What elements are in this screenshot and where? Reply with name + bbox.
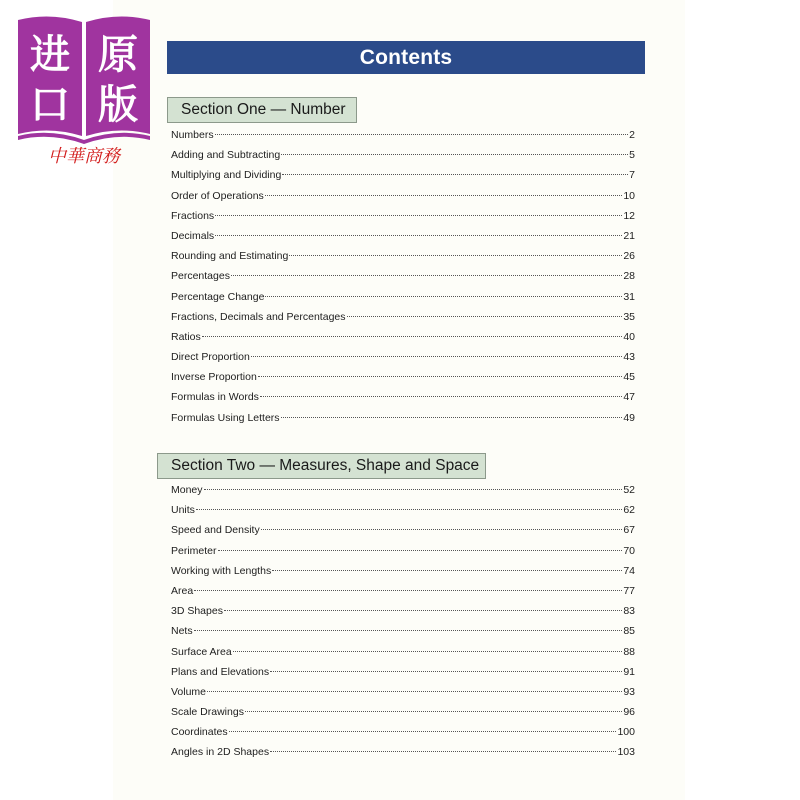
section-heading-text: Section One — Number	[181, 101, 346, 118]
toc-entry-page: 83	[623, 605, 635, 618]
dot-leader	[260, 395, 622, 397]
toc-entry-label: Fractions, Decimals and Percentages	[171, 310, 346, 323]
toc-entry[interactable]	[171, 391, 635, 411]
toc-entry-label: Order of Operations	[171, 189, 264, 202]
toc-entry-page: 85	[623, 625, 635, 638]
toc-entry[interactable]	[171, 371, 635, 391]
toc-entry[interactable]	[171, 250, 635, 270]
toc-entry-label: Adding and Subtracting	[171, 149, 281, 162]
toc-entry-page: 47	[623, 391, 635, 404]
section-two-entries	[171, 484, 635, 767]
toc-entry-label: Surface Area	[171, 645, 232, 658]
toc-entry-label: Direct Proportion	[171, 351, 250, 364]
toc-entry-page: 28	[623, 270, 635, 283]
toc-entry-page: 21	[623, 229, 635, 242]
toc-entry[interactable]	[171, 545, 635, 565]
toc-entry-page: 100	[617, 726, 635, 739]
dot-leader	[215, 214, 622, 216]
toc-entry-page: 93	[623, 685, 635, 698]
toc-entry[interactable]	[171, 706, 635, 726]
dot-leader	[282, 173, 628, 175]
toc-entry[interactable]	[171, 210, 635, 230]
toc-entry[interactable]	[171, 311, 635, 331]
toc-entry-page: 49	[623, 411, 635, 424]
logo-char-3: 口	[30, 82, 70, 128]
toc-entry[interactable]	[171, 666, 635, 686]
dot-leader	[207, 690, 622, 692]
toc-entry[interactable]	[171, 726, 635, 746]
toc-entry-label: Formulas in Words	[171, 391, 259, 404]
dot-leader	[196, 508, 622, 510]
toc-entry-page: 77	[623, 584, 635, 597]
contents-title-bar	[167, 41, 645, 74]
toc-entry[interactable]	[171, 190, 635, 210]
toc-entry[interactable]	[171, 129, 635, 149]
dot-leader	[229, 730, 617, 732]
page-title: Contents	[359, 45, 453, 69]
dot-leader	[270, 670, 622, 672]
toc-entry-page: 52	[623, 484, 635, 496]
toc-entry[interactable]	[171, 646, 635, 666]
toc-entry-page: 96	[623, 706, 635, 719]
toc-entry-page: 7	[629, 169, 635, 182]
dot-leader	[281, 153, 628, 155]
dot-leader	[281, 416, 623, 418]
toc-entry-label: Percentage Change	[171, 290, 265, 303]
dot-leader	[258, 375, 623, 377]
dot-leader	[265, 194, 623, 196]
toc-entry-page: 91	[623, 665, 635, 678]
toc-entry[interactable]	[171, 625, 635, 645]
dot-leader	[270, 750, 616, 752]
dot-leader	[251, 355, 623, 357]
toc-entry-label: Speed and Density	[171, 524, 260, 537]
dot-leader	[272, 569, 622, 571]
toc-entry-label: Scale Drawings	[171, 706, 244, 719]
toc-entry[interactable]	[171, 149, 635, 169]
logo-char-2: 原	[98, 32, 138, 78]
dot-leader	[224, 609, 622, 611]
toc-entry-page: 43	[623, 351, 635, 364]
toc-entry-label: Volume	[171, 685, 207, 698]
toc-entry-label: Multiplying and Dividing	[171, 169, 282, 182]
dot-leader	[215, 234, 622, 236]
toc-entry-label: Nets	[171, 625, 193, 638]
toc-entry-label: Fractions	[171, 209, 215, 222]
toc-entry-page: 26	[623, 250, 635, 263]
dot-leader	[347, 315, 623, 317]
dot-leader	[215, 133, 629, 135]
toc-entry-label: Inverse Proportion	[171, 371, 257, 384]
logo-char-1: 进	[30, 32, 70, 78]
dot-leader	[204, 488, 623, 490]
toc-entry[interactable]	[171, 524, 635, 544]
toc-entry-page: 67	[623, 524, 635, 537]
toc-entry-label: Percentages	[171, 270, 230, 283]
toc-entry-label: Money	[171, 484, 203, 496]
dot-leader	[245, 710, 622, 712]
toc-entry-label: Ratios	[171, 330, 201, 343]
dot-leader	[194, 589, 622, 591]
toc-entry-page: 70	[623, 544, 635, 557]
dot-leader	[289, 254, 622, 256]
section-heading-text: Section Two — Measures, Shape and Space	[171, 457, 480, 474]
dot-leader	[261, 528, 623, 530]
section-two-heading	[157, 453, 486, 479]
dot-leader	[218, 549, 623, 551]
toc-entry-label: Units	[171, 504, 195, 517]
dot-leader	[231, 274, 622, 276]
toc-entry-label: Plans and Elevations	[171, 665, 270, 678]
toc-entry-page: 12	[623, 209, 635, 222]
logo-subtitle: 中華商務	[48, 146, 120, 167]
toc-entry[interactable]	[171, 230, 635, 250]
toc-entry-label: Rounding and Estimating	[171, 250, 289, 263]
toc-entry-page: 74	[623, 564, 635, 577]
toc-entry-label: Formulas Using Letters	[171, 411, 280, 424]
toc-entry-page: 40	[623, 330, 635, 343]
toc-entry[interactable]	[171, 412, 635, 432]
dot-leader	[233, 650, 623, 652]
toc-entry-label: Angles in 2D Shapes	[171, 746, 270, 759]
toc-entry[interactable]	[171, 605, 635, 625]
toc-entry-label: Coordinates	[171, 726, 228, 739]
toc-entry-page: 31	[623, 290, 635, 303]
toc-entry-page: 88	[623, 645, 635, 658]
toc-entry[interactable]	[171, 484, 635, 504]
toc-entry-label: Perimeter	[171, 544, 217, 557]
toc-entry[interactable]	[171, 585, 635, 605]
toc-entry-label: Decimals	[171, 229, 215, 242]
toc-entry-page: 35	[623, 310, 635, 323]
toc-entry[interactable]	[171, 686, 635, 706]
publisher-logo	[14, 10, 154, 170]
section-one-entries	[171, 129, 635, 432]
toc-entry[interactable]	[171, 565, 635, 585]
toc-entry-page: 10	[623, 189, 635, 202]
section-one-heading	[167, 97, 357, 123]
toc-entry-page: 5	[629, 149, 635, 162]
dot-leader	[194, 629, 623, 631]
dot-leader	[265, 295, 622, 297]
dot-leader	[202, 335, 623, 337]
toc-entry[interactable]	[171, 351, 635, 371]
toc-entry-page: 45	[623, 371, 635, 384]
toc-entry[interactable]	[171, 331, 635, 351]
toc-entry-label: Numbers	[171, 129, 214, 141]
toc-entry-page: 62	[623, 504, 635, 517]
toc-entry[interactable]	[171, 270, 635, 290]
toc-entry-label: Area	[171, 584, 194, 597]
toc-entry[interactable]	[171, 169, 635, 189]
toc-entry-page: 2	[629, 129, 635, 141]
toc-entry[interactable]	[171, 746, 635, 766]
toc-entry[interactable]	[171, 291, 635, 311]
toc-entry-label: Working with Lengths	[171, 564, 272, 577]
toc-entry-page: 103	[617, 746, 635, 759]
toc-entry-label: 3D Shapes	[171, 605, 223, 618]
toc-entry[interactable]	[171, 504, 635, 524]
logo-char-4: 版	[98, 82, 138, 128]
